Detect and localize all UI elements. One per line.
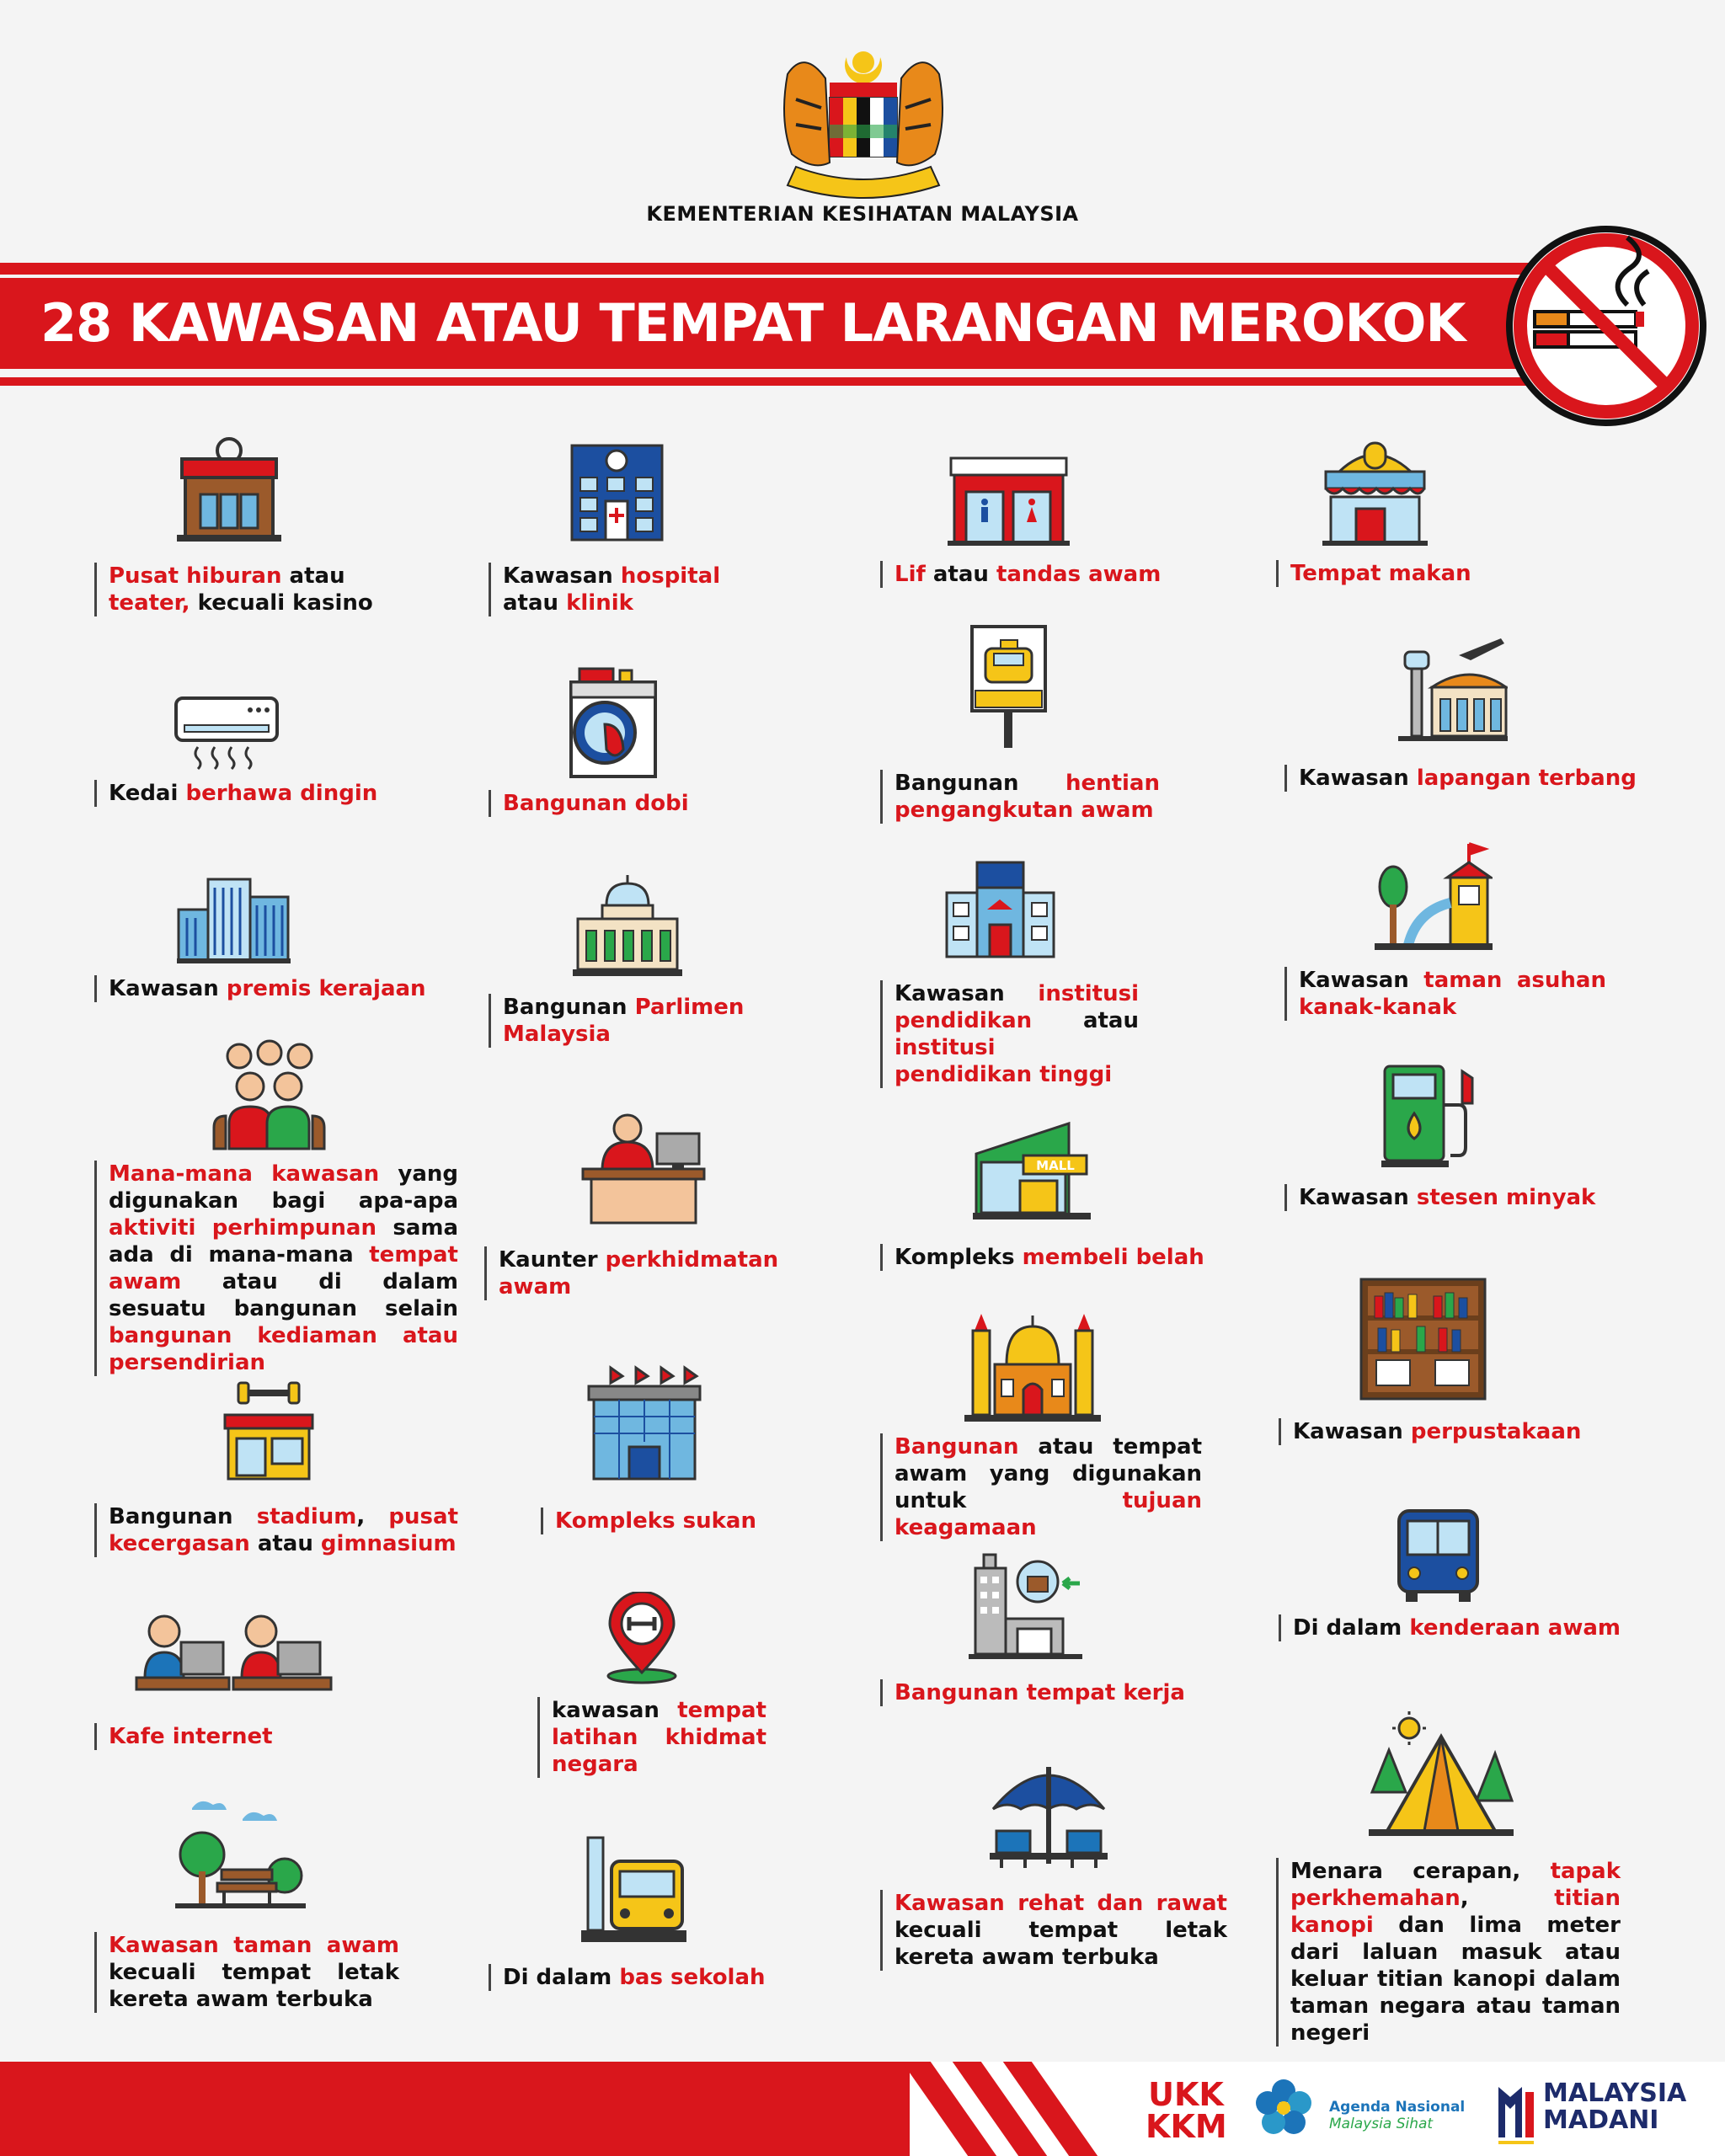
item-text	[94, 1723, 361, 1750]
ukk-logo-line2: KKM	[1146, 2108, 1227, 2145]
caption-highlight: pusat kecergasan	[109, 1504, 458, 1556]
caption-highlight: tapak perkhemahan	[1290, 1859, 1621, 1911]
item-text	[1276, 1858, 1621, 2047]
caption-text: Kaunter	[499, 1247, 606, 1273]
caption-text: atau	[281, 563, 345, 589]
caption-highlight: titian kanopi	[1290, 1886, 1621, 1938]
caption-text: atau	[503, 590, 567, 616]
caption-highlight: Tempat makan	[1290, 561, 1471, 586]
caption-text: atau	[1032, 1008, 1139, 1033]
item-text	[94, 1161, 458, 1376]
item-text	[1276, 560, 1543, 587]
caption-text: Kawasan	[1299, 1185, 1417, 1210]
caption-text: Kawasan	[1293, 1419, 1411, 1444]
rest-area-icon	[990, 1760, 1108, 1870]
madani-line1: MALAYSIA	[1543, 2079, 1687, 2108]
caption-highlight: stesen minyak	[1416, 1185, 1596, 1210]
park-icon	[175, 1796, 306, 1909]
mosque-icon	[964, 1305, 1101, 1423]
caption-highlight: membeli belah	[1022, 1245, 1204, 1270]
item-text	[484, 1246, 802, 1300]
mall-icon	[973, 1120, 1091, 1221]
caption-highlight: Kawasan rehat dan rawat	[895, 1891, 1227, 1916]
item-text	[541, 1508, 791, 1534]
item-text	[489, 790, 772, 817]
item-text	[1284, 967, 1606, 1021]
camping-tent-icon	[1369, 1708, 1514, 1836]
item-text	[880, 561, 1181, 588]
item-text	[1284, 1184, 1653, 1211]
caption-text: kecuali tempat letak kereta awam terbuka	[109, 1960, 399, 2012]
caption-highlight: berhawa dingin	[185, 781, 378, 806]
ukk-kkm-logo	[1146, 2076, 1227, 2145]
air-conditioner-icon	[173, 695, 280, 771]
caption-text: kecuali kasino	[190, 590, 373, 616]
caption-highlight: Mana-mana kawasan	[109, 1161, 380, 1187]
agenda-line1: Agenda Nasional	[1329, 2099, 1466, 2116]
playground-icon	[1375, 841, 1493, 952]
caption-highlight: hentian pengangkutan awam	[895, 771, 1160, 823]
entertainment-building-icon	[175, 434, 283, 543]
caption-text: Kawasan	[895, 981, 1039, 1006]
caption-text: sama ada di mana-mana	[109, 1215, 458, 1267]
hospital-icon	[569, 442, 665, 543]
agenda-line2: Malaysia Sihat	[1329, 2116, 1434, 2132]
caption-highlight: Bangunan tempat kerja	[895, 1680, 1185, 1705]
caption-text: atau	[249, 1531, 321, 1556]
item-text	[880, 980, 1139, 1088]
caption-text: Kawasan	[109, 976, 227, 1001]
parliament-icon	[573, 872, 682, 977]
item-text	[489, 563, 772, 616]
government-buildings-icon	[177, 876, 291, 964]
item-text	[489, 994, 772, 1048]
caption-highlight: institusi pendidikan	[895, 981, 1139, 1033]
bus-icon	[1394, 1508, 1482, 1604]
caption-highlight: bangunan kediaman atau persendirian	[109, 1323, 458, 1375]
restroom-icon	[948, 455, 1070, 547]
item-text	[537, 1697, 766, 1778]
caption-highlight: Pusat hiburan	[109, 563, 282, 589]
sports-complex-icon	[585, 1364, 703, 1482]
item-text	[880, 1433, 1202, 1541]
caption-text: Kedai	[109, 781, 186, 806]
caption-highlight: tempat latihan khidmat negara	[552, 1698, 766, 1777]
caption-highlight: Kompleks sukan	[555, 1508, 756, 1534]
caption-text: Bangunan	[895, 771, 1065, 796]
airport-icon	[1398, 632, 1508, 743]
item-text	[880, 1679, 1215, 1706]
ukk-logo-line1: UKK	[1148, 2076, 1224, 2113]
caption-text: Di dalam	[503, 1965, 620, 1990]
caption-highlight: aktiviti perhimpunan	[109, 1215, 377, 1241]
ministry-name: KEMENTERIAN KESIHATAN MALAYSIA	[646, 202, 1079, 226]
fuel-pump-icon	[1381, 1063, 1478, 1168]
caption-highlight: Kawasan taman awam	[109, 1933, 399, 1958]
caption-highlight: hospital	[620, 563, 721, 589]
caption-text: Di dalam	[1293, 1615, 1410, 1641]
caption-text: Bangunan	[109, 1504, 257, 1529]
item-text	[94, 563, 395, 616]
training-location-icon	[602, 1592, 682, 1684]
caption-highlight: tujuan keagamaan	[895, 1488, 1202, 1540]
caption-highlight: Bangunan	[895, 1434, 1019, 1460]
caption-highlight: lapangan terbang	[1416, 766, 1637, 791]
item-text	[880, 1890, 1227, 1971]
caption-highlight: tandas awam	[996, 562, 1162, 587]
item-text	[94, 1503, 458, 1557]
caption-text: Bangunan	[503, 995, 635, 1020]
caption-text: ,	[356, 1504, 389, 1529]
caption-highlight: tempat awam	[109, 1242, 458, 1294]
item-text	[880, 1244, 1215, 1271]
caption-highlight: gimnasium	[320, 1531, 457, 1556]
service-counter-icon	[581, 1112, 706, 1225]
caption-text: atau	[925, 562, 996, 587]
restaurant-icon	[1322, 438, 1428, 547]
caption-highlight: premis kerajaan	[226, 976, 426, 1001]
office-building-icon	[969, 1551, 1082, 1661]
gym-icon	[222, 1381, 316, 1482]
caption-highlight: Bangunan dobi	[503, 791, 689, 816]
caption-highlight: klinik	[566, 590, 633, 616]
item-text	[94, 975, 429, 1002]
caption-highlight: kenderaan awam	[1409, 1615, 1621, 1641]
agenda-nasional-logo	[1329, 2099, 1465, 2132]
caption-text: dan lima meter dari laluan masuk atau keluar titian kanopi dalam taman negara atau taman negeri	[1290, 1913, 1621, 2046]
madani-line2: MADANI	[1543, 2105, 1659, 2135]
banner-top-stripe	[0, 263, 1550, 275]
caption-highlight: stadium	[256, 1504, 357, 1529]
item-text	[489, 1964, 781, 1991]
caption-highlight: perkhidmatan awam	[499, 1247, 779, 1299]
caption-text: Kawasan	[1299, 766, 1417, 791]
caption-highlight: Kafe internet	[109, 1724, 273, 1749]
washing-machine-icon	[546, 665, 660, 779]
taxi-stop-icon	[969, 623, 1049, 750]
caption-highlight: teater,	[109, 590, 190, 616]
crowd-icon	[212, 1038, 326, 1151]
caption-text: kecuali tempat letak kereta awam terbuka	[895, 1918, 1227, 1970]
banner-bottom-stripe	[0, 377, 1550, 386]
caption-text: ,	[1460, 1886, 1555, 1911]
caption-text: yang digunakan bagi apa-apa	[109, 1161, 459, 1214]
no-smoking-icon	[1501, 221, 1712, 431]
school-building-icon	[943, 859, 1057, 960]
item-text	[880, 770, 1160, 824]
caption-text: Kompleks	[895, 1245, 1023, 1270]
caption-highlight: perpustakaan	[1410, 1419, 1582, 1444]
bookshelf-icon	[1358, 1276, 1488, 1402]
caption-highlight: bas sekolah	[619, 1965, 766, 1990]
item-text	[94, 1932, 399, 2013]
item-text	[94, 780, 395, 807]
caption-text: kawasan	[552, 1698, 678, 1723]
caption-highlight: taman asuhan kanak-kanak	[1299, 968, 1606, 1020]
page-title: 28 KAWASAN ATAU TEMPAT LARANGAN MEROKOK	[40, 292, 1466, 354]
item-text	[1279, 1418, 1647, 1445]
internet-cafe-icon	[135, 1610, 333, 1707]
item-text	[1279, 1614, 1647, 1641]
caption-highlight: Lif	[895, 562, 926, 587]
caption-highlight: institusi pendidikan tinggi	[895, 1035, 1113, 1087]
caption-text: Menara cerapan,	[1290, 1859, 1551, 1884]
caption-text: atau di dalam sesuatu bangunan selain	[109, 1269, 458, 1321]
caption-text: atau tempat awam yang digunakan untuk	[895, 1434, 1202, 1513]
school-bus-icon	[581, 1836, 686, 1945]
caption-text: Kawasan	[503, 563, 621, 589]
item-text	[1284, 765, 1653, 792]
svg-text:MALL: MALL	[1036, 1158, 1075, 1173]
malaysia-madani-logo	[1543, 2080, 1686, 2134]
malaysia-coat-of-arms-icon	[762, 40, 964, 200]
caption-text: Kawasan	[1299, 968, 1424, 993]
caption-highlight: Parlimen Malaysia	[503, 995, 745, 1047]
